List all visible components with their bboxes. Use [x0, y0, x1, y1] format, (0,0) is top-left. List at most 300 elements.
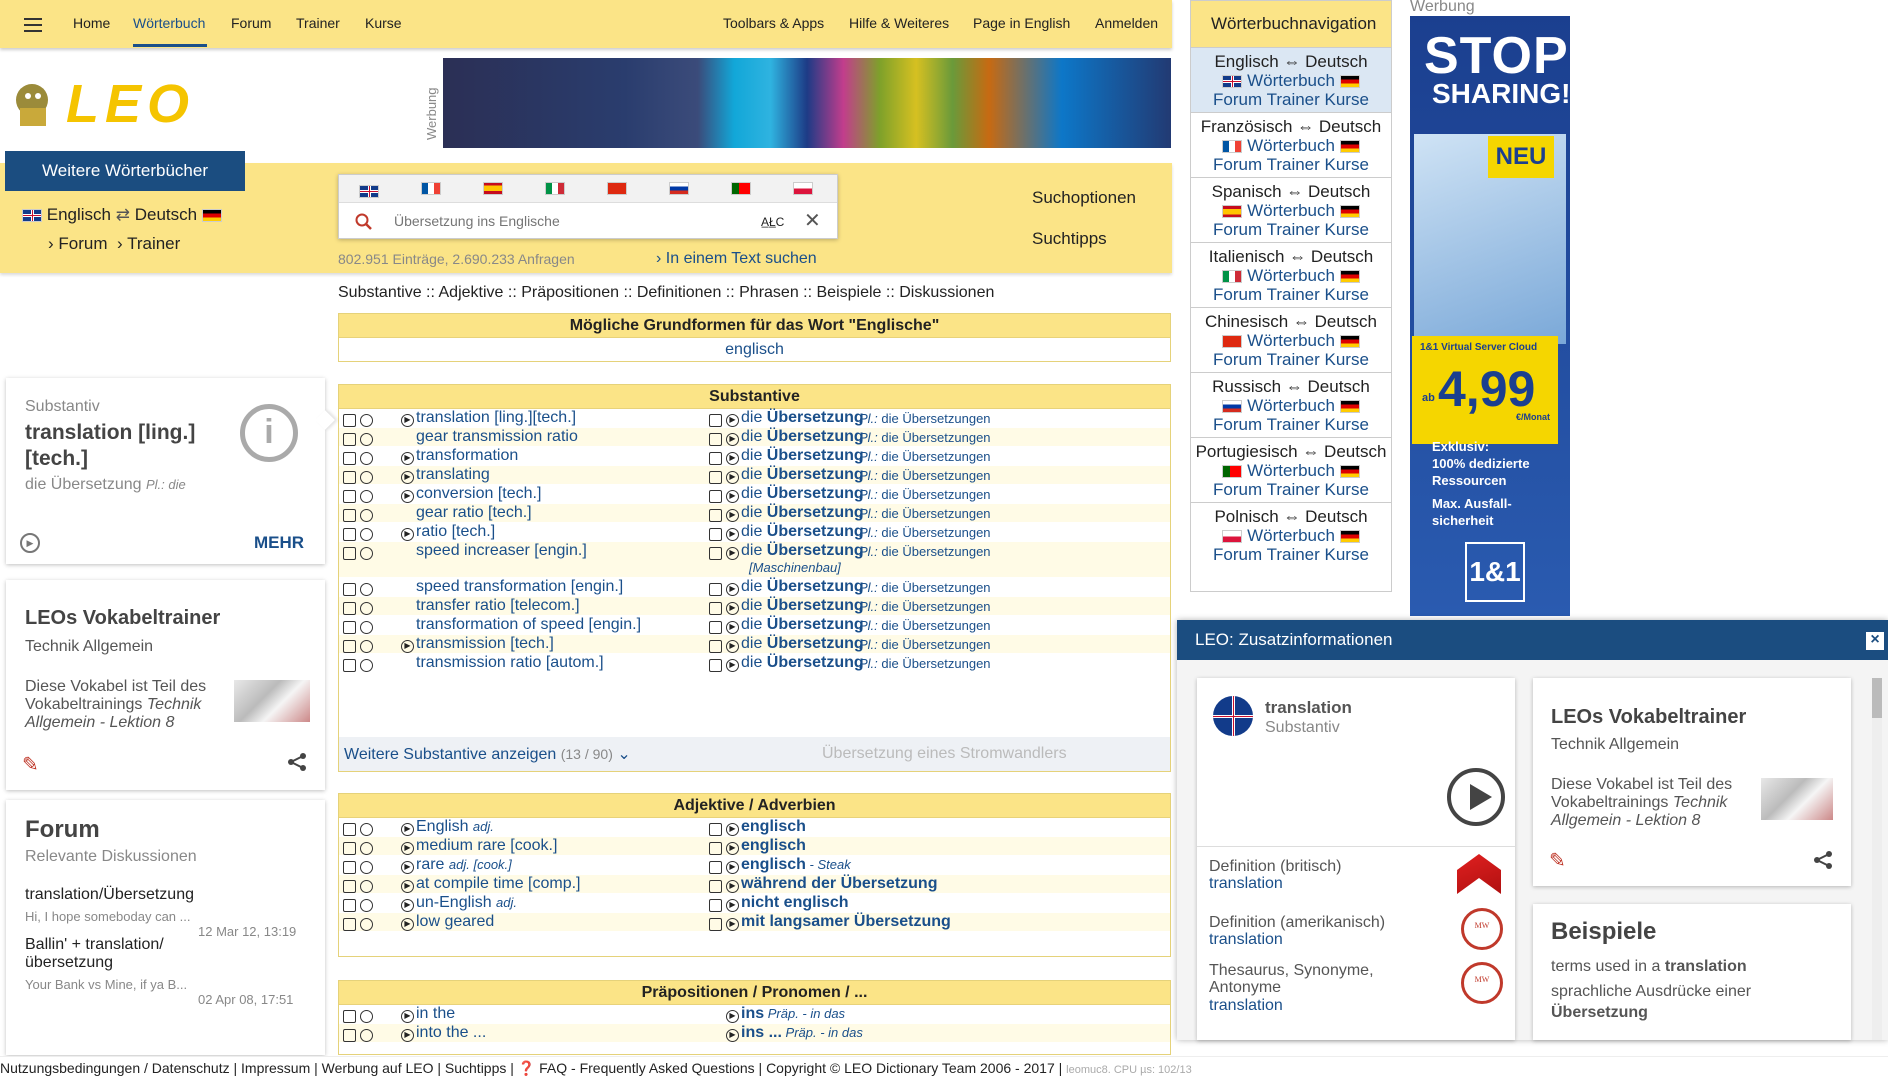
language-pair[interactable]: [22, 205, 222, 225]
pencil-icon[interactable]: ✎: [1549, 850, 1566, 872]
dictnav-links[interactable]: Forum Trainer Kurse: [1213, 480, 1369, 499]
nav-woerterbuch[interactable]: Wörterbuch: [133, 15, 206, 31]
play-icon[interactable]: ▶: [401, 452, 414, 465]
noun-plural: Pl.: die Übersetzungen: [859, 506, 991, 521]
dictnav-pair[interactable]: Spanisch ⇔ Deutsch: [1211, 182, 1371, 201]
play-icon[interactable]: [1447, 768, 1505, 826]
noun-en[interactable]: speed increaser [engin.]: [416, 542, 587, 559]
info-icon[interactable]: [360, 621, 373, 634]
noun-en[interactable]: transformation: [416, 447, 519, 464]
uk-flag-icon: [1213, 696, 1253, 736]
play-icon[interactable]: ▶: [726, 528, 739, 541]
svg-text:LEO: LEO: [66, 74, 196, 130]
text-search-label: In einem Text suchen: [665, 250, 817, 267]
noun-de[interactable]: die Übersetzung: [741, 542, 864, 559]
tab-cn-flag-icon[interactable]: [607, 182, 627, 195]
play-icon[interactable]: ▶: [401, 471, 414, 484]
noun-de[interactable]: die Übersetzung: [741, 616, 864, 633]
adj-en[interactable]: rare adj. [cook.]: [416, 856, 512, 873]
trainer-thumbnail[interactable]: [234, 680, 310, 722]
info-icon[interactable]: [360, 659, 373, 672]
forum-link[interactable]: Forum: [58, 234, 108, 253]
panel-trainer-text-3: Technik: [1672, 794, 1728, 811]
nav-home[interactable]: Home: [73, 15, 111, 31]
de-flag-icon: [1340, 270, 1360, 283]
more-dictionaries-button[interactable]: Weitere Wörterbücher: [5, 151, 245, 191]
info-icon[interactable]: [360, 509, 373, 522]
book-icon[interactable]: [709, 602, 722, 615]
dictnav-entry[interactable]: [1191, 177, 1391, 242]
search-box: [338, 174, 838, 239]
info-icon[interactable]: [360, 583, 373, 596]
noun-row: [339, 597, 1170, 616]
save-icon[interactable]: [343, 918, 356, 931]
save-icon[interactable]: [343, 861, 356, 874]
dictnav-dict-link[interactable]: Wörterbuch: [1247, 266, 1335, 285]
book-icon[interactable]: [709, 880, 722, 893]
baseforms-table: [338, 313, 1171, 362]
panel-examples-card: [1533, 904, 1851, 1040]
example-2-text[interactable]: sprachliche Ausdrücke einer: [1551, 983, 1752, 1000]
play-icon[interactable]: ▶: [401, 899, 414, 912]
dictionary-navigation: [1190, 0, 1392, 592]
dictnav-pair[interactable]: Französisch ⇔ Deutsch: [1200, 117, 1382, 136]
dictnav-links[interactable]: Forum Trainer Kurse: [1213, 155, 1369, 174]
dictnav-entry[interactable]: [1191, 112, 1391, 177]
dictnav-links[interactable]: Forum Trainer Kurse: [1213, 285, 1369, 304]
tab-pl-flag-icon[interactable]: [793, 182, 813, 195]
noun-plural: Pl.: die Übersetzungen: [859, 411, 991, 426]
merriam-webster-thesaurus-logo[interactable]: MW: [1461, 962, 1503, 1004]
lang-flag-icon: [1222, 75, 1242, 88]
save-icon[interactable]: [343, 528, 356, 541]
ad-features: [1432, 438, 1530, 529]
dictnav-pair[interactable]: Englisch ⇔ Deutsch: [1214, 52, 1368, 71]
play-icon[interactable]: ▶: [726, 823, 739, 836]
noun-en[interactable]: transformation of speed [engin.]: [416, 616, 642, 633]
book-icon[interactable]: [709, 452, 722, 465]
dictnav-dict-link[interactable]: Wörterbuch: [1247, 136, 1335, 155]
top-ad-banner[interactable]: [443, 58, 1171, 148]
book-icon[interactable]: [709, 433, 722, 446]
forum-item-1-date: 12 Mar 12, 13:19: [198, 924, 297, 939]
pencil-icon[interactable]: ✎: [22, 754, 39, 776]
dictnav-entry[interactable]: [1191, 437, 1391, 502]
dictnav-links[interactable]: Forum Trainer Kurse: [1213, 415, 1369, 434]
noun-plural: Pl.: die Übersetzungen: [859, 618, 991, 633]
forum-item-1-title[interactable]: translation/Übersetzung: [25, 886, 194, 903]
dictnav-dict-link[interactable]: Wörterbuch: [1247, 461, 1335, 480]
thesaurus-heading: Thesaurus, Synonyme, Antonyme: [1209, 962, 1374, 996]
nav-login[interactable]: Anmelden: [1095, 15, 1159, 31]
play-icon[interactable]: ▶: [20, 533, 40, 553]
nav-trainer[interactable]: Trainer: [296, 15, 340, 31]
noun-row: [339, 447, 1170, 466]
example-1-text: terms used in a: [1551, 958, 1661, 975]
info-icon[interactable]: i: [240, 404, 298, 462]
play-icon[interactable]: ▶: [726, 621, 739, 634]
save-icon[interactable]: [343, 452, 356, 465]
share-icon[interactable]: [1813, 850, 1833, 870]
info-icon[interactable]: [360, 414, 373, 427]
noun-de[interactable]: die Übersetzung: [741, 597, 864, 614]
save-icon[interactable]: [343, 471, 356, 484]
adj-de[interactable]: englisch: [741, 837, 806, 854]
book-icon[interactable]: [709, 842, 722, 855]
dictnav-dict-link[interactable]: Wörterbuch: [1247, 71, 1335, 90]
save-icon[interactable]: [343, 547, 356, 560]
noun-de[interactable]: die Übersetzung: [741, 447, 864, 464]
noun-de[interactable]: die Übersetzung: [741, 635, 864, 652]
nav-help[interactable]: Hilfe & Weiteres: [849, 15, 950, 31]
plural-label: Pl.: die: [145, 477, 186, 492]
tab-es-flag-icon[interactable]: [483, 182, 503, 195]
dictnav-list: [1191, 47, 1391, 567]
noun-en[interactable]: transfer ratio [telecom.]: [416, 597, 580, 614]
noun-de[interactable]: die Übersetzung: [741, 409, 864, 426]
play-icon[interactable]: ▶: [401, 640, 414, 653]
prep-de[interactable]: ins ... Präp. - in das: [741, 1024, 863, 1041]
play-icon[interactable]: ▶: [726, 509, 739, 522]
noun-de[interactable]: die Übersetzung: [741, 654, 864, 671]
play-icon[interactable]: ▶: [401, 414, 414, 427]
sidebar-trainer-card: [6, 580, 325, 790]
noun-row: [339, 635, 1170, 654]
example-1[interactable]: [1551, 958, 1747, 976]
play-icon[interactable]: ▶: [726, 640, 739, 653]
info-icon[interactable]: [360, 918, 373, 931]
dictnav-links[interactable]: Forum Trainer Kurse: [1213, 350, 1369, 369]
trainer-text-1: Diese Vokabel ist Teil des: [25, 678, 207, 695]
dictnav-entry[interactable]: [1191, 47, 1391, 112]
lang-flag-icon: [1222, 205, 1242, 218]
play-icon[interactable]: ▶: [726, 899, 739, 912]
forum-item-2-date: 02 Apr 08, 17:51: [198, 992, 294, 1007]
info-icon[interactable]: [360, 490, 373, 503]
noun-de[interactable]: die Übersetzung: [741, 428, 864, 445]
nav-forum[interactable]: Forum: [231, 15, 272, 31]
book-icon[interactable]: [709, 621, 722, 634]
panel-close-button[interactable]: ×: [1866, 632, 1884, 650]
adj-en[interactable]: at compile time [comp.]: [416, 875, 581, 892]
menu-icon[interactable]: [24, 18, 42, 36]
adj-en[interactable]: medium rare [cook.]: [416, 837, 558, 854]
dictnav-entry[interactable]: [1191, 502, 1391, 567]
play-icon[interactable]: ▶: [726, 452, 739, 465]
baseform-link[interactable]: englisch: [725, 341, 784, 358]
panel-trainer-text: [1551, 776, 1751, 830]
ad-sharing: SHARING!: [1432, 78, 1570, 109]
book-icon[interactable]: [709, 583, 722, 596]
save-icon[interactable]: [343, 414, 356, 427]
word-kind: Substantiv: [25, 398, 100, 415]
info-icon[interactable]: [360, 547, 373, 560]
book-icon[interactable]: [709, 414, 722, 427]
dictnav-pair[interactable]: Portugiesisch ⇔ Deutsch: [1195, 442, 1387, 461]
play-icon[interactable]: ▶: [401, 823, 414, 836]
save-icon[interactable]: [343, 842, 356, 855]
leo-logo[interactable]: [8, 72, 220, 130]
prep-en[interactable]: into the ...: [416, 1024, 487, 1041]
def-british-link[interactable]: translation: [1209, 875, 1283, 892]
adj-en[interactable]: un-English adj.: [416, 894, 518, 911]
category-links[interactable]: Substantive :: Adjektive :: Präpositionen :: Definitionen :: Phrasen :: Beispiele :: Diskussionen: [338, 284, 995, 301]
save-icon[interactable]: [343, 583, 356, 596]
noun-plural: Pl.: die Übersetzungen: [859, 525, 991, 540]
book-icon[interactable]: [709, 640, 722, 653]
dictnav-links[interactable]: Forum Trainer Kurse: [1213, 90, 1369, 109]
faded-next-entry: Übersetzung eines Stromwandlers: [822, 745, 1067, 762]
def-british-heading: Definition (britisch): [1209, 858, 1342, 875]
de-flag-icon: [1340, 465, 1360, 478]
word-title: translation [ling.] [tech.]: [25, 421, 196, 470]
noun-en[interactable]: gear transmission ratio: [416, 428, 578, 445]
play-icon[interactable]: ▶: [401, 1010, 414, 1023]
trainer-text-4: Allgemein - Lektion 8: [25, 714, 175, 731]
book-icon[interactable]: [709, 918, 722, 931]
right-ad-banner[interactable]: [1410, 16, 1570, 616]
save-icon[interactable]: [343, 509, 356, 522]
save-icon[interactable]: [343, 602, 356, 615]
play-icon[interactable]: ▶: [401, 842, 414, 855]
noun-de[interactable]: die Übersetzung: [741, 466, 864, 483]
info-icon[interactable]: [360, 640, 373, 653]
noun-de[interactable]: die Übersetzung: [741, 578, 864, 595]
more-nouns-row: [339, 737, 1170, 771]
def-american-link[interactable]: translation: [1209, 931, 1283, 948]
nouns-title: Substantive: [339, 385, 1170, 409]
de-flag-icon: [1340, 140, 1360, 153]
tab-pt-flag-icon[interactable]: [731, 182, 751, 195]
noun-de[interactable]: die Übersetzung: [741, 504, 864, 521]
forum-item-1-snippet: Hi, I hope someboday can ...: [25, 909, 191, 924]
book-icon[interactable]: [709, 490, 722, 503]
search-tips-link[interactable]: Suchtipps: [1032, 229, 1107, 248]
info-icon[interactable]: [360, 471, 373, 484]
lang-flag-icon: [1222, 140, 1242, 153]
dictnav-links[interactable]: Forum Trainer Kurse: [1213, 220, 1369, 239]
adj-de[interactable]: englisch: [741, 818, 806, 835]
play-icon[interactable]: ▶: [726, 471, 739, 484]
adj-en[interactable]: low geared: [416, 913, 495, 930]
chevron-down-icon[interactable]: ⌄: [617, 746, 631, 763]
info-icon[interactable]: [360, 842, 373, 855]
tab-fr-flag-icon[interactable]: [421, 182, 441, 195]
examples-title: Beispiele: [1551, 918, 1657, 945]
lang-flag-icon: [1222, 400, 1242, 413]
adjective-row: [339, 856, 1170, 875]
footer-tech-info: leomuc8. CPU µs: 102/13: [1066, 1064, 1192, 1076]
play-icon[interactable]: ▶: [726, 880, 739, 893]
save-icon[interactable]: [343, 1010, 356, 1023]
dictnav-dict-link[interactable]: Wörterbuch: [1247, 396, 1335, 415]
dictnav-entry[interactable]: [1191, 372, 1391, 437]
panel-trainer-subtitle: Technik Allgemein: [1551, 736, 1680, 753]
book-icon[interactable]: [709, 528, 722, 541]
noun-row: [339, 654, 1170, 673]
info-icon[interactable]: [360, 880, 373, 893]
play-icon[interactable]: ▶: [401, 880, 414, 893]
lang-from: Englisch: [46, 205, 111, 224]
play-icon[interactable]: ▶: [726, 583, 739, 596]
tab-it-flag-icon[interactable]: [545, 182, 565, 195]
book-icon[interactable]: [709, 659, 722, 672]
info-icon[interactable]: [360, 823, 373, 836]
play-icon[interactable]: ▶: [726, 918, 739, 931]
example-1-highlight: translation: [1664, 958, 1747, 975]
adj-de[interactable]: mit langsamer Übersetzung: [741, 913, 951, 930]
clear-icon[interactable]: ✕: [804, 210, 821, 232]
play-icon[interactable]: ▶: [401, 528, 414, 541]
nav-kurse[interactable]: Kurse: [365, 15, 402, 31]
dictnav-links[interactable]: Forum Trainer Kurse: [1213, 545, 1369, 564]
adjective-row: [339, 837, 1170, 856]
adj-de[interactable]: englisch - Steak: [741, 856, 851, 873]
save-icon[interactable]: [343, 880, 356, 893]
save-icon[interactable]: [343, 640, 356, 653]
info-icon[interactable]: [360, 452, 373, 465]
save-icon[interactable]: [343, 433, 356, 446]
play-icon[interactable]: ▶: [726, 490, 739, 503]
play-icon[interactable]: ▶: [726, 414, 739, 427]
forum-item-2-title[interactable]: Ballin' + translation/übersetzung: [25, 936, 164, 971]
info-icon[interactable]: [360, 861, 373, 874]
save-icon[interactable]: [343, 899, 356, 912]
de-flag-icon: [1340, 205, 1360, 218]
de-flag-icon: [202, 209, 222, 222]
dictnav-dict-link[interactable]: Wörterbuch: [1247, 201, 1335, 220]
noun-plural: Pl.: die Übersetzungen: [859, 430, 991, 445]
dictnav-dict-link[interactable]: Wörterbuch: [1247, 526, 1335, 545]
ad-stop: STOP: [1424, 27, 1569, 85]
play-icon[interactable]: ▶: [726, 1010, 739, 1023]
book-icon[interactable]: [709, 899, 722, 912]
language-tabs: [339, 175, 837, 203]
panel-trainer-text-2: Vokabeltrainings: [1551, 794, 1669, 811]
play-icon[interactable]: ▶: [726, 659, 739, 672]
nav-english[interactable]: Page in English: [973, 15, 1071, 31]
save-icon[interactable]: [343, 659, 356, 672]
tab-ru-flag-icon[interactable]: [669, 182, 689, 195]
dictnav-pair[interactable]: Chinesisch ⇔ Deutsch: [1205, 312, 1377, 331]
adj-en[interactable]: English adj.: [416, 818, 494, 835]
more-nouns-link[interactable]: Weitere Substantive anzeigen: [344, 746, 557, 763]
trainer-link[interactable]: Trainer: [127, 234, 181, 253]
play-icon[interactable]: ▶: [726, 547, 739, 560]
prep-en[interactable]: in the: [416, 1005, 456, 1022]
save-icon[interactable]: [343, 621, 356, 634]
book-icon[interactable]: [709, 861, 722, 874]
search-options-link[interactable]: Suchoptionen: [1032, 188, 1136, 207]
noun-en[interactable]: transmission [tech.]: [416, 635, 554, 652]
book-icon[interactable]: [709, 509, 722, 522]
noun-en[interactable]: speed transformation [engin.]: [416, 578, 624, 595]
tab-uk-flag-icon[interactable]: [359, 185, 379, 198]
play-icon[interactable]: ▶: [726, 1029, 739, 1042]
nav-toolbars[interactable]: Toolbars & Apps: [723, 15, 825, 31]
noun-de[interactable]: die Übersetzung: [741, 485, 864, 502]
save-icon[interactable]: [343, 490, 356, 503]
footer-links[interactable]: Nutzungsbedingungen / Datenschutz | Impressum | Werbung auf LEO | Suchtipps | ❓ FAQ - Frequently Asked Questions | Copyright © LEO Dictionary Team 2006 - 2017 |: [0, 1060, 1063, 1076]
special-chars-button[interactable]: A̲Ł̲C: [761, 215, 785, 229]
de-flag-icon: [1340, 335, 1360, 348]
uk-flag-icon: [22, 209, 42, 222]
info-icon[interactable]: [360, 1029, 373, 1042]
play-icon[interactable]: ▶: [401, 918, 414, 931]
play-icon[interactable]: ▶: [726, 602, 739, 615]
info-icon[interactable]: [360, 1010, 373, 1023]
ad-label: Werbung: [424, 87, 439, 140]
info-icon[interactable]: [360, 528, 373, 541]
save-icon[interactable]: [343, 1029, 356, 1042]
play-icon[interactable]: ▶: [401, 861, 414, 874]
play-icon[interactable]: ▶: [726, 842, 739, 855]
info-icon[interactable]: [360, 899, 373, 912]
adj-de[interactable]: nicht englisch: [741, 894, 849, 911]
panel-trainer-thumbnail[interactable]: [1761, 778, 1833, 820]
thesaurus-link[interactable]: translation: [1209, 997, 1283, 1014]
preposition-row: [339, 1024, 1170, 1043]
prep-de[interactable]: ins Präp. - in das: [741, 1005, 846, 1022]
play-icon[interactable]: ▶: [401, 490, 414, 503]
noun-row: [339, 409, 1170, 428]
play-icon[interactable]: ▶: [726, 433, 739, 446]
adjective-row: [339, 894, 1170, 913]
panel-trainer-card: [1533, 678, 1851, 886]
book-icon[interactable]: [709, 547, 722, 560]
noun-en[interactable]: ratio [tech.]: [416, 523, 496, 540]
footer: [0, 1056, 1888, 1078]
noun-en[interactable]: conversion [tech.]: [416, 485, 542, 502]
more-button[interactable]: MEHR: [254, 533, 305, 552]
search-input[interactable]: [394, 210, 734, 232]
noun-en[interactable]: translating: [416, 466, 490, 483]
panel-scrollbar[interactable]: [1872, 678, 1882, 1040]
save-icon[interactable]: [343, 823, 356, 836]
noun-de[interactable]: die Übersetzung: [741, 523, 864, 540]
book-icon[interactable]: [709, 471, 722, 484]
merriam-webster-logo[interactable]: MW: [1461, 908, 1503, 950]
forum-subtitle: Relevante Diskussionen: [25, 848, 197, 865]
play-icon[interactable]: ▶: [401, 1029, 414, 1042]
noun-en[interactable]: gear ratio [tech.]: [416, 504, 532, 521]
noun-row: [339, 504, 1170, 523]
ad-price-box: [1412, 336, 1558, 444]
panel-title: LEO: Zusatzinformationen: [1177, 620, 1888, 660]
dictnav-entry[interactable]: [1191, 242, 1391, 307]
dictnav-dict-link[interactable]: Wörterbuch: [1247, 331, 1335, 350]
dictnav-pair[interactable]: Italienisch ⇔ Deutsch: [1208, 247, 1374, 266]
ad-ab: ab: [1422, 392, 1435, 404]
info-icon[interactable]: [360, 602, 373, 615]
dictnav-entry[interactable]: [1191, 307, 1391, 372]
noun-en[interactable]: transmission ratio [autom.]: [416, 654, 604, 671]
dictnav-pair[interactable]: Polnisch ⇔ Deutsch: [1214, 507, 1368, 526]
trainer-text-3: Technik: [146, 696, 202, 713]
noun-en[interactable]: translation [ling.][tech.]: [416, 409, 577, 426]
search-icon[interactable]: [355, 213, 373, 231]
ad-feature-5: sicherheit: [1432, 513, 1494, 528]
adj-de[interactable]: während der Übersetzung: [741, 875, 938, 892]
book-icon[interactable]: [709, 823, 722, 836]
share-icon[interactable]: [287, 752, 307, 772]
text-search-link[interactable]: › In einem Text suchen: [656, 250, 817, 267]
macmillan-logo[interactable]: [1457, 854, 1501, 894]
dictnav-pair[interactable]: Russisch ⇔ Deutsch: [1212, 377, 1370, 396]
info-icon[interactable]: [360, 433, 373, 446]
play-icon[interactable]: ▶: [726, 861, 739, 874]
adjective-row: [339, 818, 1170, 837]
